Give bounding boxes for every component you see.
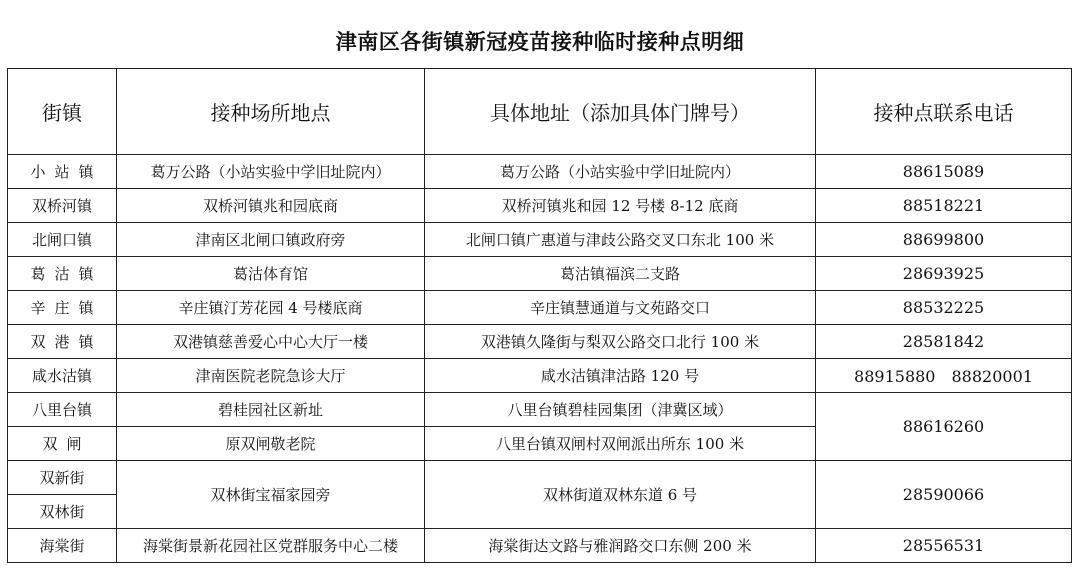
town-cell: 双闸 <box>8 427 117 461</box>
header-address: 具体地址（添加具体门牌号） <box>425 69 816 155</box>
phone-cell: 88532225 <box>816 291 1072 325</box>
table-row <box>8 393 1072 427</box>
vaccination-sites-table <box>7 68 1072 563</box>
town-cell: 双新街 <box>8 461 117 495</box>
table-row <box>8 529 1072 563</box>
table-row <box>8 461 1072 495</box>
phone-cell: 88518221 <box>816 189 1072 223</box>
table-row <box>8 325 1072 359</box>
address-cell: 葛沽镇福滨二支路 <box>425 257 816 291</box>
site-cell: 原双闸敬老院 <box>117 427 425 461</box>
address-cell: 咸水沽镇津沽路 120 号 <box>425 359 816 393</box>
town-cell: 双港镇 <box>8 325 117 359</box>
address-cell: 八里台镇碧桂园集团（津冀区域） <box>425 393 816 427</box>
phone-cell: 88615089 <box>816 155 1072 189</box>
table-row <box>8 257 1072 291</box>
address-cell: 双港镇久隆街与梨双公路交口北行 100 米 <box>425 325 816 359</box>
phone-cell: 88915880 88820001 <box>816 359 1072 393</box>
town-cell: 咸水沽镇 <box>8 359 117 393</box>
phone-cell: 88699800 <box>816 223 1072 257</box>
site-cell: 双林街宝福家园旁 <box>117 461 425 529</box>
phone-cell: 88616260 <box>816 393 1072 461</box>
address-cell: 八里台镇双闸村双闸派出所东 100 米 <box>425 427 816 461</box>
site-cell: 碧桂园社区新址 <box>117 393 425 427</box>
town-cell: 北闸口镇 <box>8 223 117 257</box>
town-cell: 双林街 <box>8 495 117 529</box>
table-row <box>8 155 1072 189</box>
header-site: 接种场所地点 <box>117 69 425 155</box>
site-cell: 津南区北闸口镇政府旁 <box>117 223 425 257</box>
table-row <box>8 223 1072 257</box>
site-cell: 海棠街景新花园社区党群服务中心二楼 <box>117 529 425 563</box>
phone-cell: 28693925 <box>816 257 1072 291</box>
table-row <box>8 189 1072 223</box>
address-cell: 海棠街达文路与雅润路交口东侧 200 米 <box>425 529 816 563</box>
site-cell: 葛万公路（小站实验中学旧址院内） <box>117 155 425 189</box>
site-cell: 双港镇慈善爱心中心大厅一楼 <box>117 325 425 359</box>
table-header-row <box>8 69 1072 155</box>
site-cell: 辛庄镇汀芳花园 4 号楼底商 <box>117 291 425 325</box>
page-title: 津南区各街镇新冠疫苗接种临时接种点明细 <box>335 30 745 54</box>
address-cell: 北闸口镇广惠道与津歧公路交叉口东北 100 米 <box>425 223 816 257</box>
address-cell: 葛万公路（小站实验中学旧址院内） <box>425 155 816 189</box>
header-town: 街镇 <box>8 69 117 155</box>
phone-cell: 28590066 <box>816 461 1072 529</box>
header-phone: 接种点联系电话 <box>816 69 1072 155</box>
town-cell: 小站镇 <box>8 155 117 189</box>
town-cell: 海棠街 <box>8 529 117 563</box>
town-cell: 辛庄镇 <box>8 291 117 325</box>
table-row <box>8 359 1072 393</box>
phone-cell: 28581842 <box>816 325 1072 359</box>
table-row <box>8 291 1072 325</box>
site-cell: 双桥河镇兆和园底商 <box>117 189 425 223</box>
site-cell: 津南医院老院急诊大厅 <box>117 359 425 393</box>
site-cell: 葛沽体育馆 <box>117 257 425 291</box>
address-cell: 双桥河镇兆和园 12 号楼 8-12 底商 <box>425 189 816 223</box>
town-cell: 八里台镇 <box>8 393 117 427</box>
address-cell: 辛庄镇慧通道与文苑路交口 <box>425 291 816 325</box>
town-cell: 葛沽镇 <box>8 257 117 291</box>
address-cell: 双林街道双林东道 6 号 <box>425 461 816 529</box>
phone-cell: 28556531 <box>816 529 1072 563</box>
town-cell: 双桥河镇 <box>8 189 117 223</box>
